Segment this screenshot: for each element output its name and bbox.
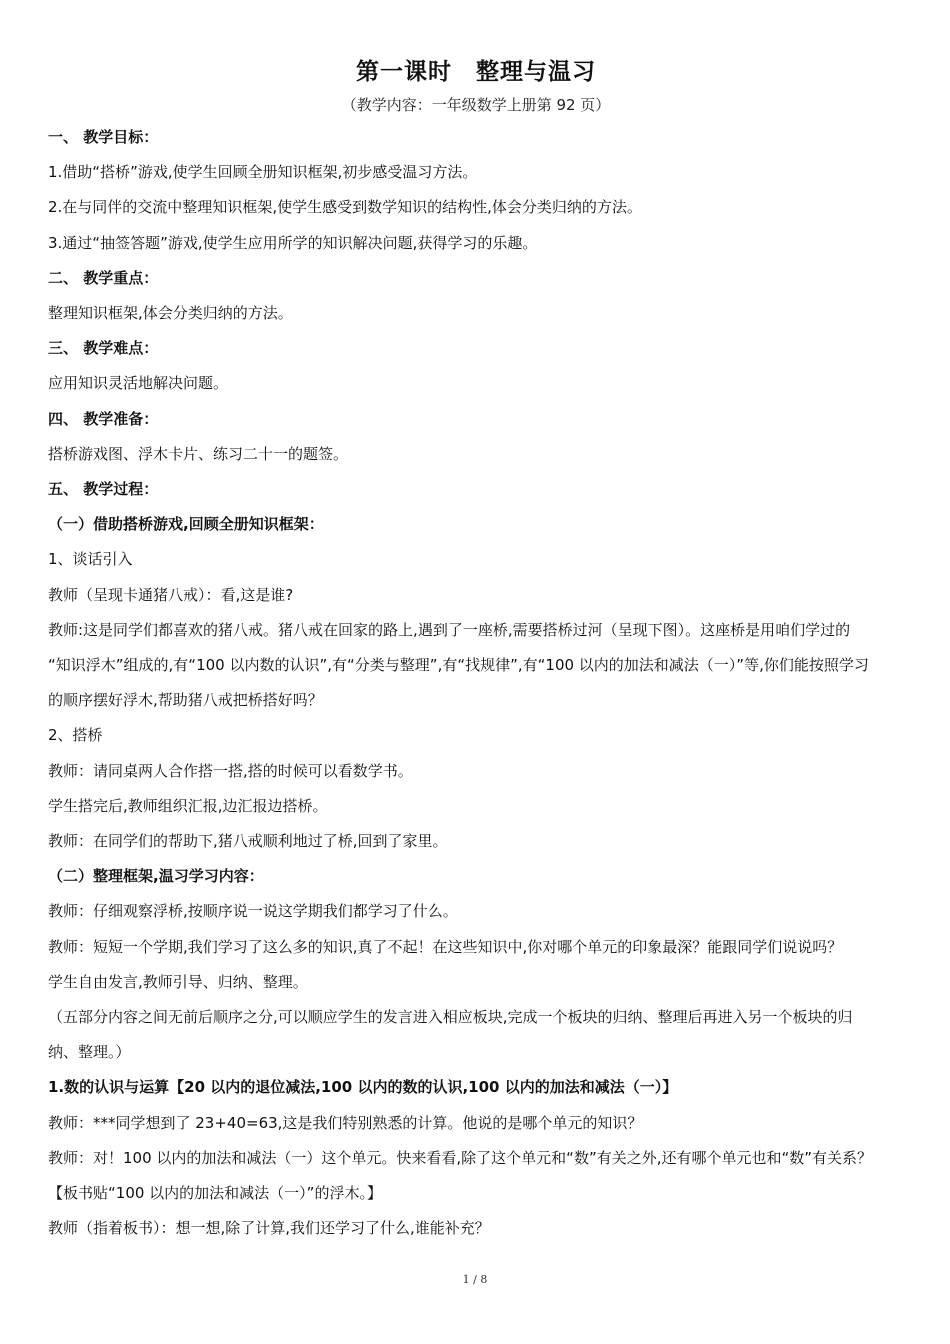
text-line: 整理知识框架,体会分类归纳的方法。 <box>48 304 293 323</box>
text-line: 1.借助“搭桥”游戏,使学生回顾全册知识框架,初步感受温习方法。 <box>48 163 478 182</box>
text-line: 应用知识灵活地解决问题。 <box>48 374 229 393</box>
text-line: 【板书贴“100 以内的加法和减法（一）”的浮木。】 <box>48 1184 382 1203</box>
page-title: 第一课时 整理与温习 <box>356 59 596 85</box>
text-line: 教师（呈现卡通猪八戒）：看,这是谁? <box>48 585 294 604</box>
text-line: 教师：***同学想到了 23+40=63,这是我们特别熟悉的计算。他说的是哪个单元的知识？ <box>48 1113 643 1132</box>
section-heading: 二、 教学重点： <box>48 268 159 287</box>
text-line: 教师：请同桌两人合作搭一搭,搭的时候可以看数学书。 <box>48 761 413 780</box>
section-heading: 四、 教学准备： <box>48 409 159 428</box>
document-page <box>48 54 904 1247</box>
text-line: 2、搭桥 <box>48 726 103 745</box>
text-line: 教师：对！100 以内的加法和减法（一）这个单元。快来看看,除了这个单元和“数”有关之外,还有哪个单元也和“数”有关系？ <box>48 1148 873 1167</box>
section-heading: （一）借助搭桥游戏,回顾全册知识框架： <box>48 515 324 534</box>
text-line: 3.通过“抽签答题”游戏,使学生应用所学的知识解决问题,获得学习的乐趣。 <box>48 233 538 252</box>
section-heading: 一、 教学目标： <box>48 128 159 146</box>
text-line: 学生搭完后,教师组织汇报,边汇报边搭桥。 <box>48 796 328 815</box>
text-line: 教师：短短一个学期,我们学习了这么多的知识,真了不起！在这些知识中,你对哪个单元的印象最深？能跟同学们说说吗？ <box>48 937 843 956</box>
text-line: 的顺序摆好浮木,帮助猪八戒把桥搭好吗？ <box>48 691 323 710</box>
page-number: 1 / 8 <box>462 1273 488 1286</box>
text-line: 学生自由发言,教师引导、归纳、整理。 <box>48 972 308 991</box>
document-body <box>48 120 904 1247</box>
text-line: 2.在与同伴的交流中整理知识框架,使学生感受到数学知识的结构性,体会分类归纳的方法。 <box>48 198 642 217</box>
section-heading: （二）整理框架,温习学习内容： <box>48 867 264 886</box>
text-line: 1、谈话引入 <box>48 550 133 569</box>
text-line: （五部分内容之间无前后顺序之分,可以顺应学生的发言进入相应板块,完成一个板块的归纳、整理后再进入另一个板块的归 <box>48 1008 853 1027</box>
text-line: 搭桥游戏图、浮木卡片、练习二十一的题签。 <box>48 444 349 463</box>
page-subtitle: （教学内容：一年级数学上册第 92 页） <box>341 96 611 114</box>
section-heading: 1.数的认识与运算【20 以内的退位减法,100 以内的数的认识,100 以内的加法和减法（一）】 <box>48 1078 678 1097</box>
text-line: 教师（指着板书）：想一想,除了计算,我们还学习了什么,谁能补充？ <box>48 1219 490 1238</box>
section-heading: 五、 教学过程： <box>48 480 159 499</box>
text-line: “知识浮木”组成的,有“100 以内数的认识”,有“分类与整理”,有“找规律”,有“100 以内的加法和减法（一）”等,你们能按照学习 <box>48 656 869 675</box>
text-line: 教师:这是同学们都喜欢的猪八戒。猪八戒在回家的路上,遇到了一座桥,需要搭桥过河（呈现下图）。这座桥是用咱们学过的 <box>48 620 851 639</box>
text-line: 教师：仔细观察浮桥,按顺序说一说这学期我们都学习了什么。 <box>48 902 458 921</box>
text-line: 教师：在同学们的帮助下,猪八戒顺利地过了桥,回到了家里。 <box>48 832 448 851</box>
section-heading: 三、 教学难点： <box>48 339 159 358</box>
text-line: 纳、整理。） <box>48 1043 131 1062</box>
